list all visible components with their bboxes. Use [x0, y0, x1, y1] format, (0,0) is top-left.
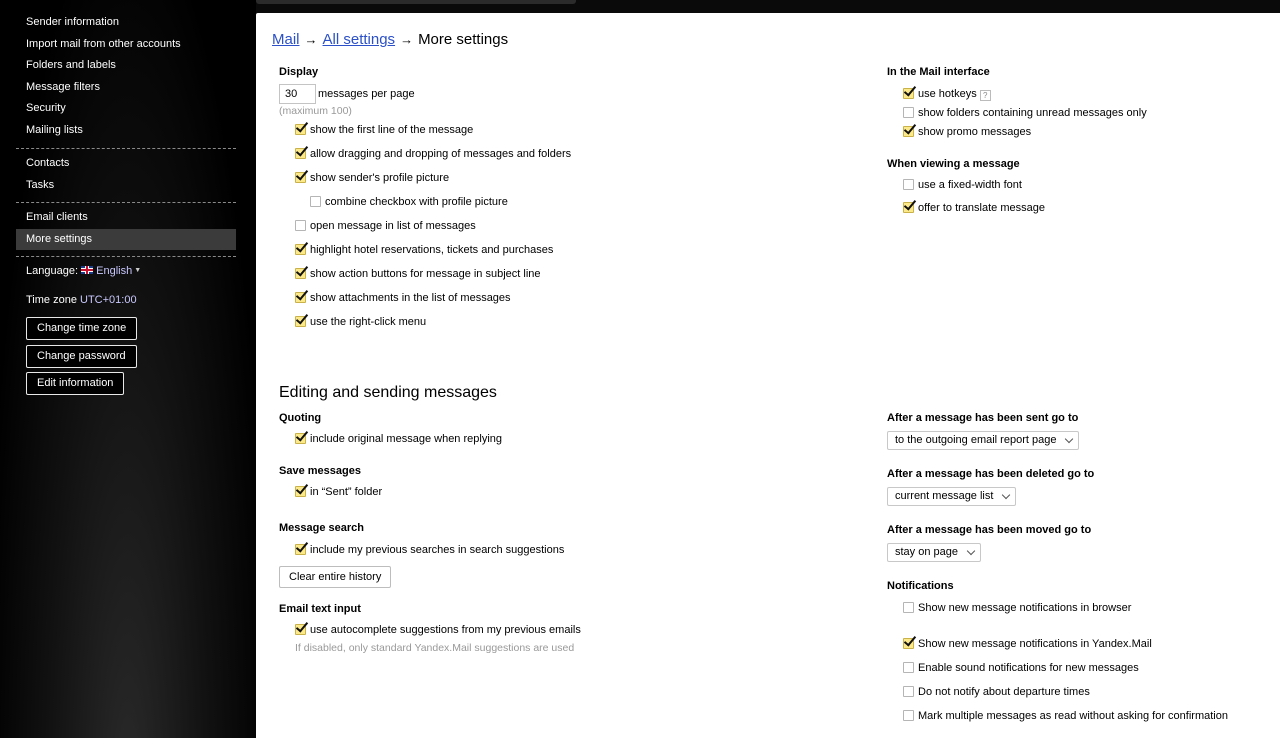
- sidebar-item-security[interactable]: Security: [26, 102, 66, 115]
- after-deleted-heading: After a message has been deleted go to: [887, 468, 1095, 480]
- checkbox[interactable]: [903, 686, 914, 697]
- email-text-input-heading: Email text input: [279, 603, 361, 615]
- timezone-value: UTC+01:00: [80, 294, 137, 306]
- checkbox[interactable]: [295, 486, 306, 497]
- sidebar-group-tools: [16, 153, 236, 196]
- editing-heading: Editing and sending messages: [279, 384, 497, 401]
- checkbox[interactable]: [903, 638, 914, 649]
- after-moved-heading: After a message has been moved go to: [887, 524, 1092, 536]
- checkbox[interactable]: [903, 179, 914, 190]
- checkbox[interactable]: [295, 292, 306, 303]
- sidebar-item-import-mail[interactable]: Import mail from other accounts: [26, 37, 181, 50]
- change-password-button[interactable]: Change password: [26, 345, 137, 368]
- top-bar-edge: [256, 0, 576, 4]
- sidebar-item-message-filters[interactable]: Message filters: [26, 80, 100, 93]
- sidebar-divider: [16, 148, 236, 149]
- sidebar-divider: [16, 202, 236, 203]
- messages-per-page-label: messages per page: [318, 88, 415, 100]
- chevron-down-icon: [1002, 491, 1010, 499]
- checkbox[interactable]: [295, 124, 306, 135]
- page-title: More settings: [418, 31, 509, 48]
- checkbox[interactable]: [310, 196, 321, 207]
- checkbox[interactable]: [295, 244, 306, 255]
- after-moved-select[interactable]: stay on page: [887, 543, 981, 562]
- autocomplete-hint: If disabled, only standard Yandex.Mail suggestions are used: [295, 642, 575, 654]
- sidebar-item-mailing-lists[interactable]: Mailing lists: [26, 123, 83, 136]
- checkbox[interactable]: [295, 433, 306, 444]
- checkbox[interactable]: [903, 126, 914, 137]
- timezone-label: Time zone: [26, 294, 77, 306]
- uk-flag-icon: [81, 266, 93, 274]
- messages-per-page-input[interactable]: [279, 84, 316, 104]
- language-selector[interactable]: [81, 265, 141, 277]
- checkbox[interactable]: [903, 662, 914, 673]
- sidebar-item-email-clients[interactable]: Email clients: [26, 211, 88, 223]
- message-search-heading: Message search: [279, 522, 364, 534]
- checkbox[interactable]: [295, 220, 306, 231]
- clear-history-button[interactable]: Clear entire history: [279, 566, 391, 588]
- sidebar-item-contacts[interactable]: Contacts: [26, 157, 70, 169]
- help-icon[interactable]: ?: [980, 90, 991, 101]
- checkbox[interactable]: [295, 268, 306, 279]
- sidebar-divider: [16, 256, 236, 257]
- change-timezone-button[interactable]: Change time zone: [26, 317, 137, 340]
- display-heading: Display: [279, 66, 319, 78]
- checkbox[interactable]: [295, 624, 306, 635]
- after-sent-heading: After a message has been sent go to: [887, 412, 1079, 424]
- sidebar-item-more-settings[interactable]: More settings: [16, 229, 236, 251]
- save-messages-heading: Save messages: [279, 465, 361, 477]
- settings-sidebar: [0, 0, 256, 738]
- messages-per-page-hint: (maximum 100): [279, 105, 352, 117]
- sidebar-item-folders-labels[interactable]: Folders and labels: [26, 59, 116, 72]
- checkbox[interactable]: [903, 88, 914, 99]
- notifications-heading: Notifications: [887, 580, 954, 592]
- interface-heading: In the Mail interface: [887, 66, 990, 78]
- chevron-down-icon: [1065, 435, 1073, 443]
- breadcrumb-arrow: →: [304, 32, 318, 47]
- language-label: Language:: [26, 265, 78, 277]
- chevron-down-icon: [967, 547, 975, 555]
- breadcrumb-arrow: →: [400, 32, 414, 47]
- sidebar-item-tasks[interactable]: Tasks: [26, 178, 55, 191]
- language-value: English: [96, 265, 133, 277]
- sidebar-group-other: [16, 207, 236, 250]
- sidebar-item-sender-information[interactable]: Sender information: [26, 16, 119, 28]
- checkbox[interactable]: [903, 710, 914, 721]
- checkbox[interactable]: [903, 602, 914, 613]
- viewing-heading: When viewing a message: [887, 158, 1020, 170]
- checkbox[interactable]: [295, 148, 306, 159]
- dropdown-caret-icon: ▼: [134, 267, 142, 274]
- checkbox[interactable]: [903, 107, 914, 118]
- timezone-row: [26, 294, 137, 306]
- settings-panel: Mail → All settings → More settings Display 30 messages per page (maximum 100) show the first line of the message allow dragging and dropping of messages and folders show sender's profile picture combine checkbox with profile picture open message in list of messages highlight hotel reservations, tickets and purchases show action buttons for message in subject line show attachments in the list of messages use the right-click menu In the Mail interface use hotkeys ? show folders containing unread messages only show promo messages When viewing a message use a fixed-width font offer to translate message Editing and sending messages Quoting include original message when replying Save messages in “Sent” folder Message search include my previous searches in search suggestions Clear entire history Email text input use autocomplete suggestions from my previous emails If disabled, only standard Yandex.Mail suggestions are used After a message has been sent go to to the outgoing email report page After a message has been deleted go to current message list After a message has been moved go to stay on page Notifications Show new message notifications in browser Show new message notifications in Yandex.Mail Enable sound notifications for new messages Do not notify about departure times Mark multiple messages as read without asking for confirmation: [256, 13, 1280, 738]
- checkbox[interactable]: [903, 202, 914, 213]
- breadcrumb-mail-link[interactable]: Mail: [272, 31, 300, 48]
- language-row: [26, 265, 141, 277]
- breadcrumb: [272, 31, 508, 48]
- checkbox[interactable]: [295, 544, 306, 555]
- breadcrumb-all-settings-link[interactable]: All settings: [322, 31, 396, 48]
- quoting-heading: Quoting: [279, 412, 322, 424]
- checkbox[interactable]: [295, 172, 306, 183]
- checkbox[interactable]: [295, 316, 306, 327]
- sidebar-group-account: [16, 12, 236, 142]
- edit-information-button[interactable]: Edit information: [26, 372, 124, 395]
- after-sent-select[interactable]: to the outgoing email report page: [887, 431, 1079, 450]
- after-deleted-select[interactable]: current message list: [887, 487, 1016, 506]
